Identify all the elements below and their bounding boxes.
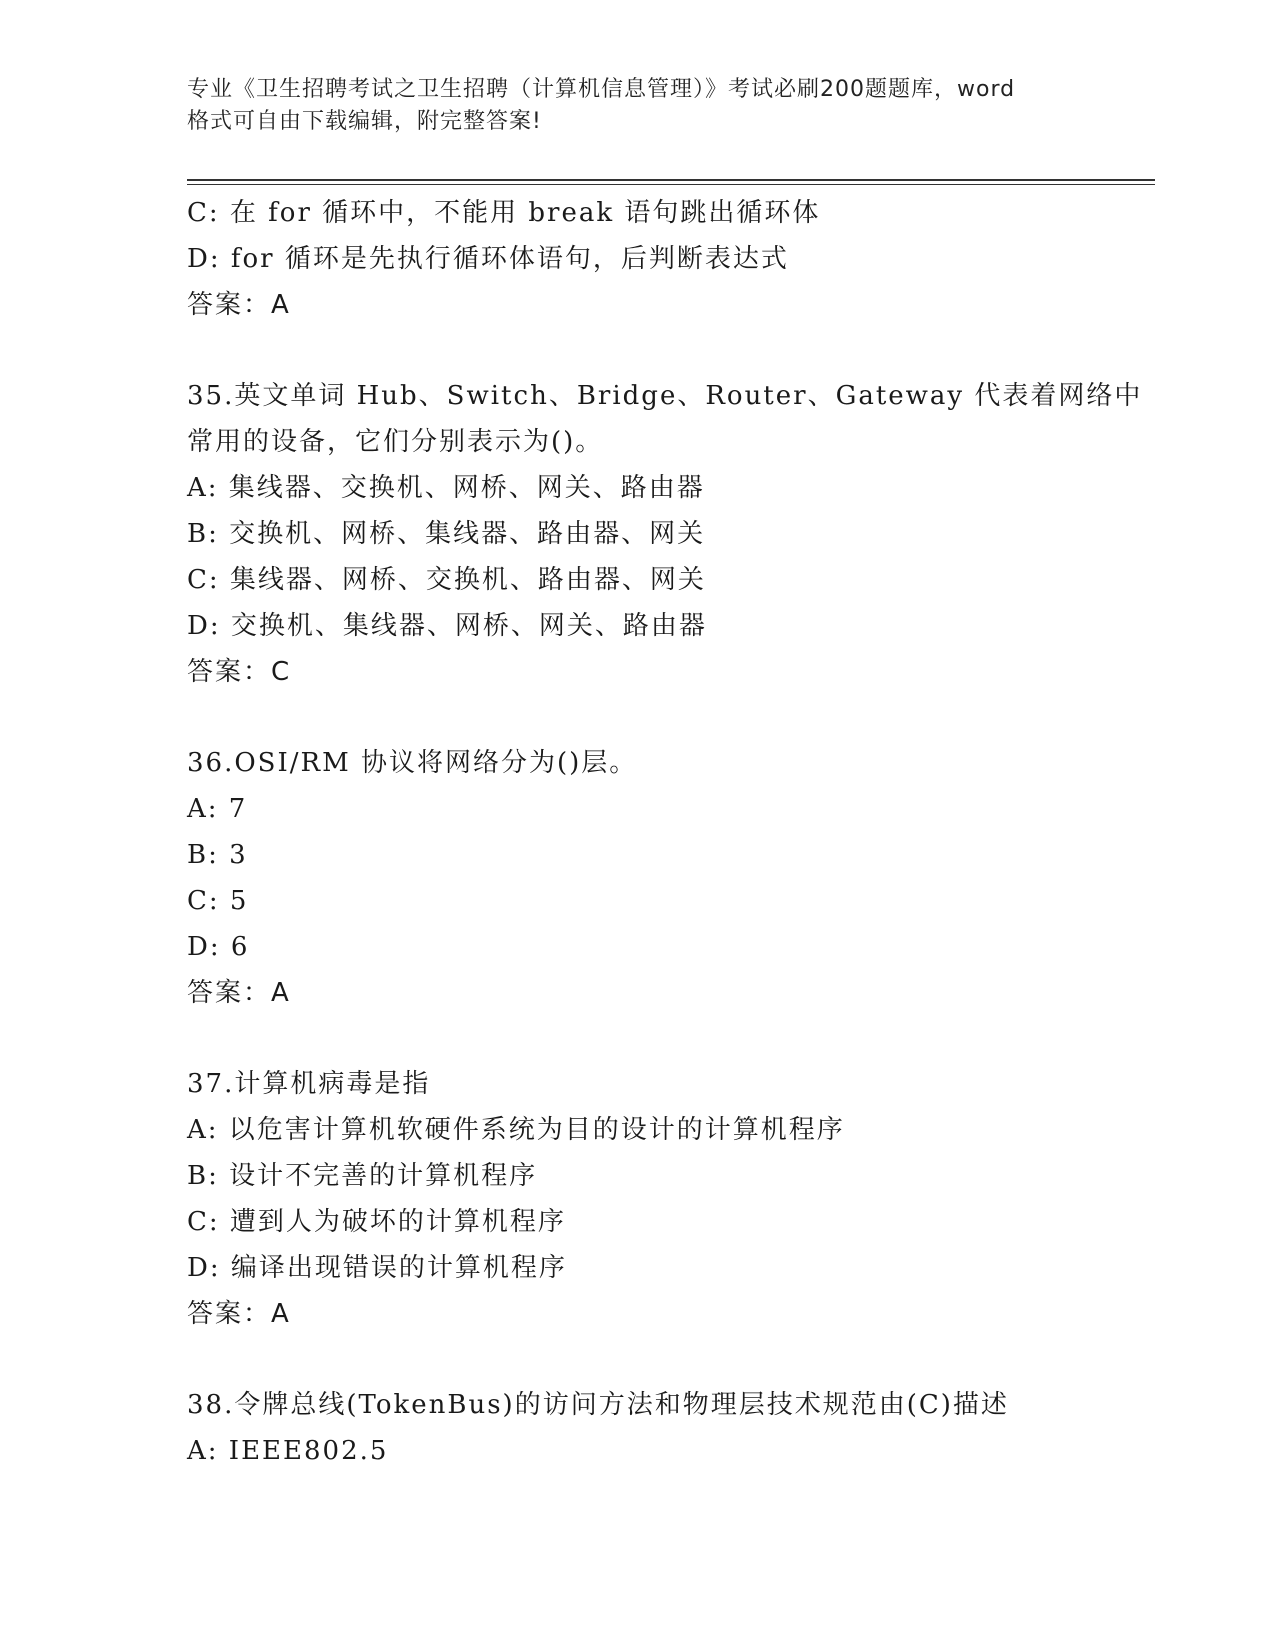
option-b: B: 3	[187, 840, 248, 870]
option-d: D: 编译出现错误的计算机程序	[187, 1253, 567, 1283]
question-35	[187, 373, 1143, 695]
option-d: D: 交换机、集线器、网桥、网关、路由器	[187, 611, 707, 641]
question-stem: 36.OSI/RM 协议将网络分为()层。	[187, 748, 638, 778]
option-c: C: 5	[187, 886, 249, 916]
option-a: A: 7	[187, 794, 248, 824]
question-38	[187, 1382, 1107, 1474]
header-divider-thick	[187, 179, 1155, 181]
option-b: B: 设计不完善的计算机程序	[187, 1161, 538, 1191]
option-a: A: 集线器、交换机、网桥、网关、路由器	[187, 473, 705, 503]
header-line-1: 专业《卫生招聘考试之卫生招聘（计算机信息管理）》考试必刷200题题库，word	[187, 77, 1016, 102]
answer-line: 答案：A	[187, 1299, 291, 1329]
question-37	[187, 1061, 1107, 1337]
header-line-2: 格式可自由下载编辑，附完整答案!	[187, 109, 542, 134]
question-stem: 35.英文单词 Hub、Switch、Bridge、Router、Gateway 代表着网络中	[187, 381, 1143, 411]
spacer	[187, 328, 1107, 373]
option-a: A: 以危害计算机软硬件系统为目的设计的计算机程序	[187, 1115, 845, 1145]
question-stem-continued: 常用的设备，它们分别表示为()。	[187, 427, 604, 457]
option-a: A: IEEE802.5	[187, 1436, 389, 1466]
question-36	[187, 740, 1107, 1016]
question-content	[187, 190, 1143, 1474]
spacer	[187, 1337, 1107, 1382]
header-divider-thin	[187, 184, 1155, 185]
option-c: C: 在 for 循环中，不能用 break 语句跳出循环体	[187, 198, 821, 228]
option-d: D: for 循环是先执行循环体语句，后判断表达式	[187, 244, 789, 274]
question-stem: 37.计算机病毒是指	[187, 1069, 431, 1099]
option-c: C: 集线器、网桥、交换机、路由器、网关	[187, 565, 706, 595]
answer-line: 答案：A	[187, 290, 291, 320]
option-b: B: 交换机、网桥、集线器、路由器、网关	[187, 519, 706, 549]
answer-line: 答案：C	[187, 657, 292, 687]
question-34-continued	[187, 190, 1107, 328]
answer-line: 答案：A	[187, 978, 291, 1008]
option-c: C: 遭到人为破坏的计算机程序	[187, 1207, 566, 1237]
spacer	[187, 1016, 1107, 1061]
spacer	[187, 695, 1107, 740]
question-stem: 38.令牌总线(TokenBus)的访问方法和物理层技术规范由(C)描述	[187, 1390, 1009, 1420]
document-header	[187, 74, 1087, 138]
option-d: D: 6	[187, 932, 250, 962]
